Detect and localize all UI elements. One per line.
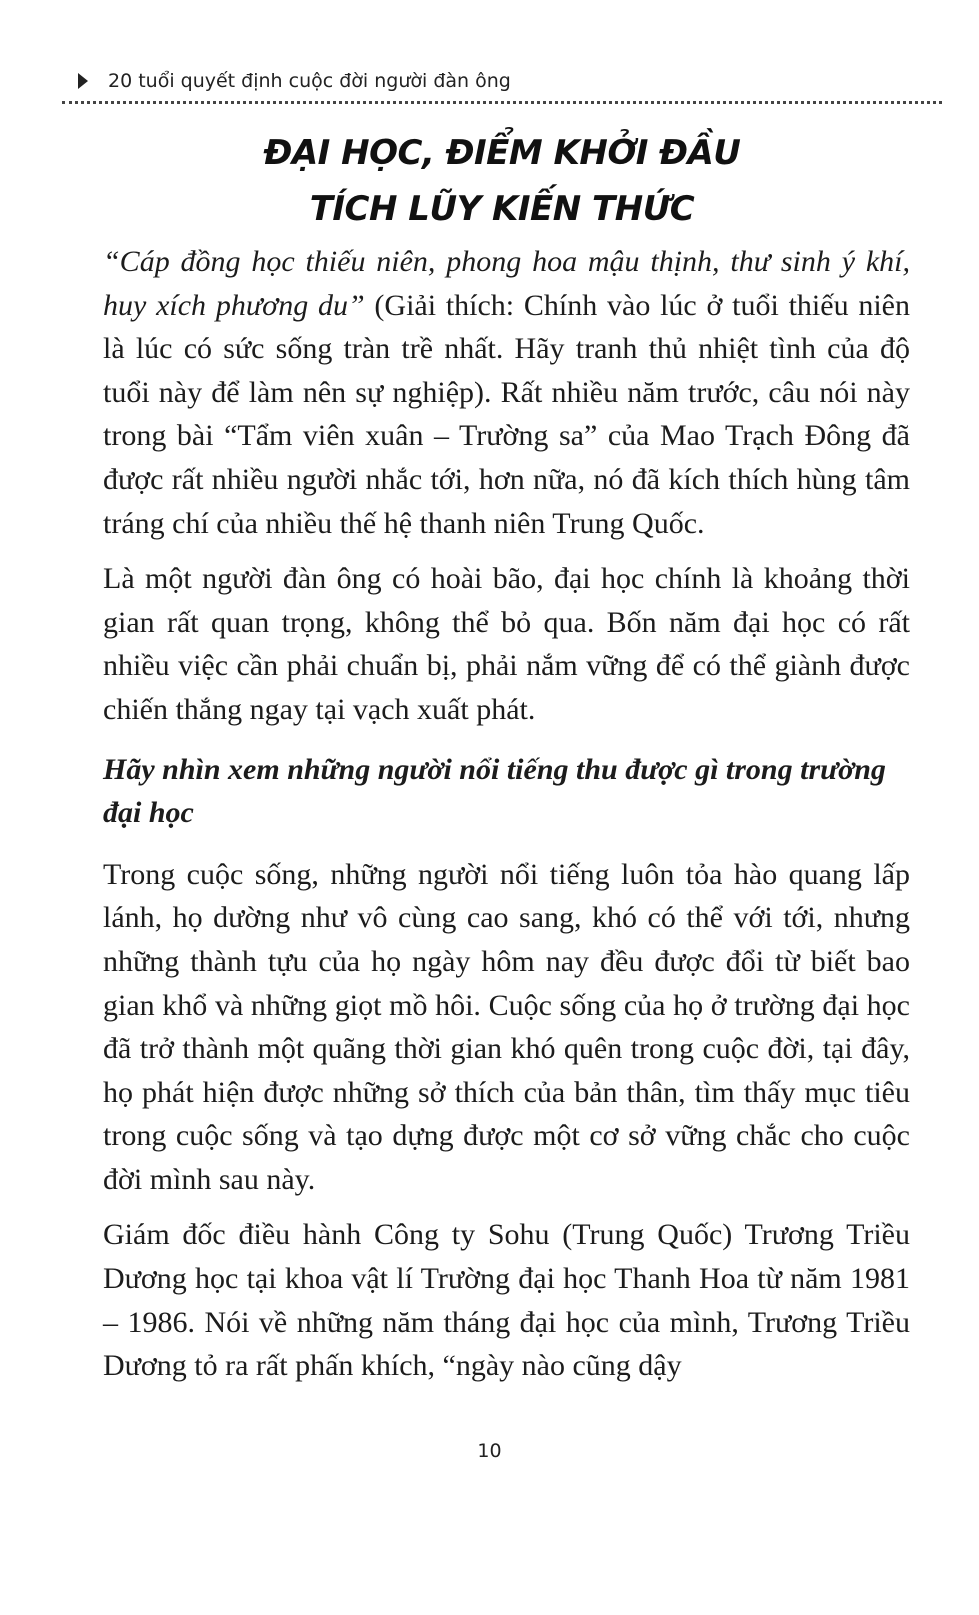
paragraph-3: Trong cuộc sống, những người nổi tiếng luôn tỏa hào quang lấp lánh, họ dường như vô cùng cao sang, khó có thể với tới, nhưng những thành tựu của họ ngày hôm nay đều được đổi từ biết bao gian khổ và những giọt mồ hôi. Cuộc sống của họ ở trường đại học đã trở thành một quãng thời gian khó quên trong cuộc đời, tại đây, họ phát hiện được những sở thích của bản thân, tìm thấy mục tiêu trong cuộc sống và tạo dựng được một cơ sở vững chắc cho cuộc đời mình sau này. xyxy=(103,857,910,1196)
dotted-divider xyxy=(62,101,942,104)
running-header-title: 20 tuổi quyết định cuộc đời người đàn ông xyxy=(108,70,511,92)
chapter-title xyxy=(62,125,942,237)
paragraph-4: Giám đốc điều hành Công ty Sohu (Trung Quốc) Trương Triều Dương học tại khoa vật lí Trường đại học Thanh Hoa từ năm 1981 – 1986. Nói về những năm tháng đại học của mình, Trương Triều Dương tỏ ra rất phấn khích, “ngày nào cũng dậy xyxy=(103,1218,910,1383)
paragraph-1-quote: “Cáp đồng học thiếu niên, phong hoa mậu thịnh, thư sinh ý khí, huy xích phương du” xyxy=(103,245,910,322)
paragraph-2: Là một người đàn ông có hoài bão, đại học chính là khoảng thời gian rất quan trọng, không thể bỏ qua. Bốn năm đại học có rất nhiều việc cần phải chuẩn bị, phải nắm vững để có thể giành được chiến thắng ngay tại vạch xuất phát. xyxy=(103,562,910,726)
paragraph-1-rest: (Giải thích: Chính vào lúc ở tuổi thiếu niên là lúc có sức sống tràn trề nhất. Hãy tranh thủ nhiệt tình của độ tuổi này để làm nên sự nghiệp). Rất nhiều năm trước, câu nói này trong bài “Tẩm viên xuân – Trường sa” của Mao Trạch Đông đã được rất nhiều người nhắc tới, hơn nữa, nó đã kích thích hùng tâm tráng chí của nhiều thế hệ thanh niên Trung Quốc. xyxy=(103,288,910,540)
paragraph-1 xyxy=(103,240,910,545)
triangle-bullet-icon xyxy=(78,73,88,89)
page-number: 10 xyxy=(477,1440,502,1462)
body-text xyxy=(103,240,910,1400)
chapter-title-line-2: TÍCH LŨY KIẾN THỨC xyxy=(309,189,695,229)
running-header xyxy=(72,70,942,92)
chapter-title-line-1: ĐẠI HỌC, ĐIỂM KHỞI ĐẦU xyxy=(263,133,741,173)
section-subheading: Hãy nhìn xem những người nổi tiếng thu được gì trong trường đại học xyxy=(103,752,886,830)
